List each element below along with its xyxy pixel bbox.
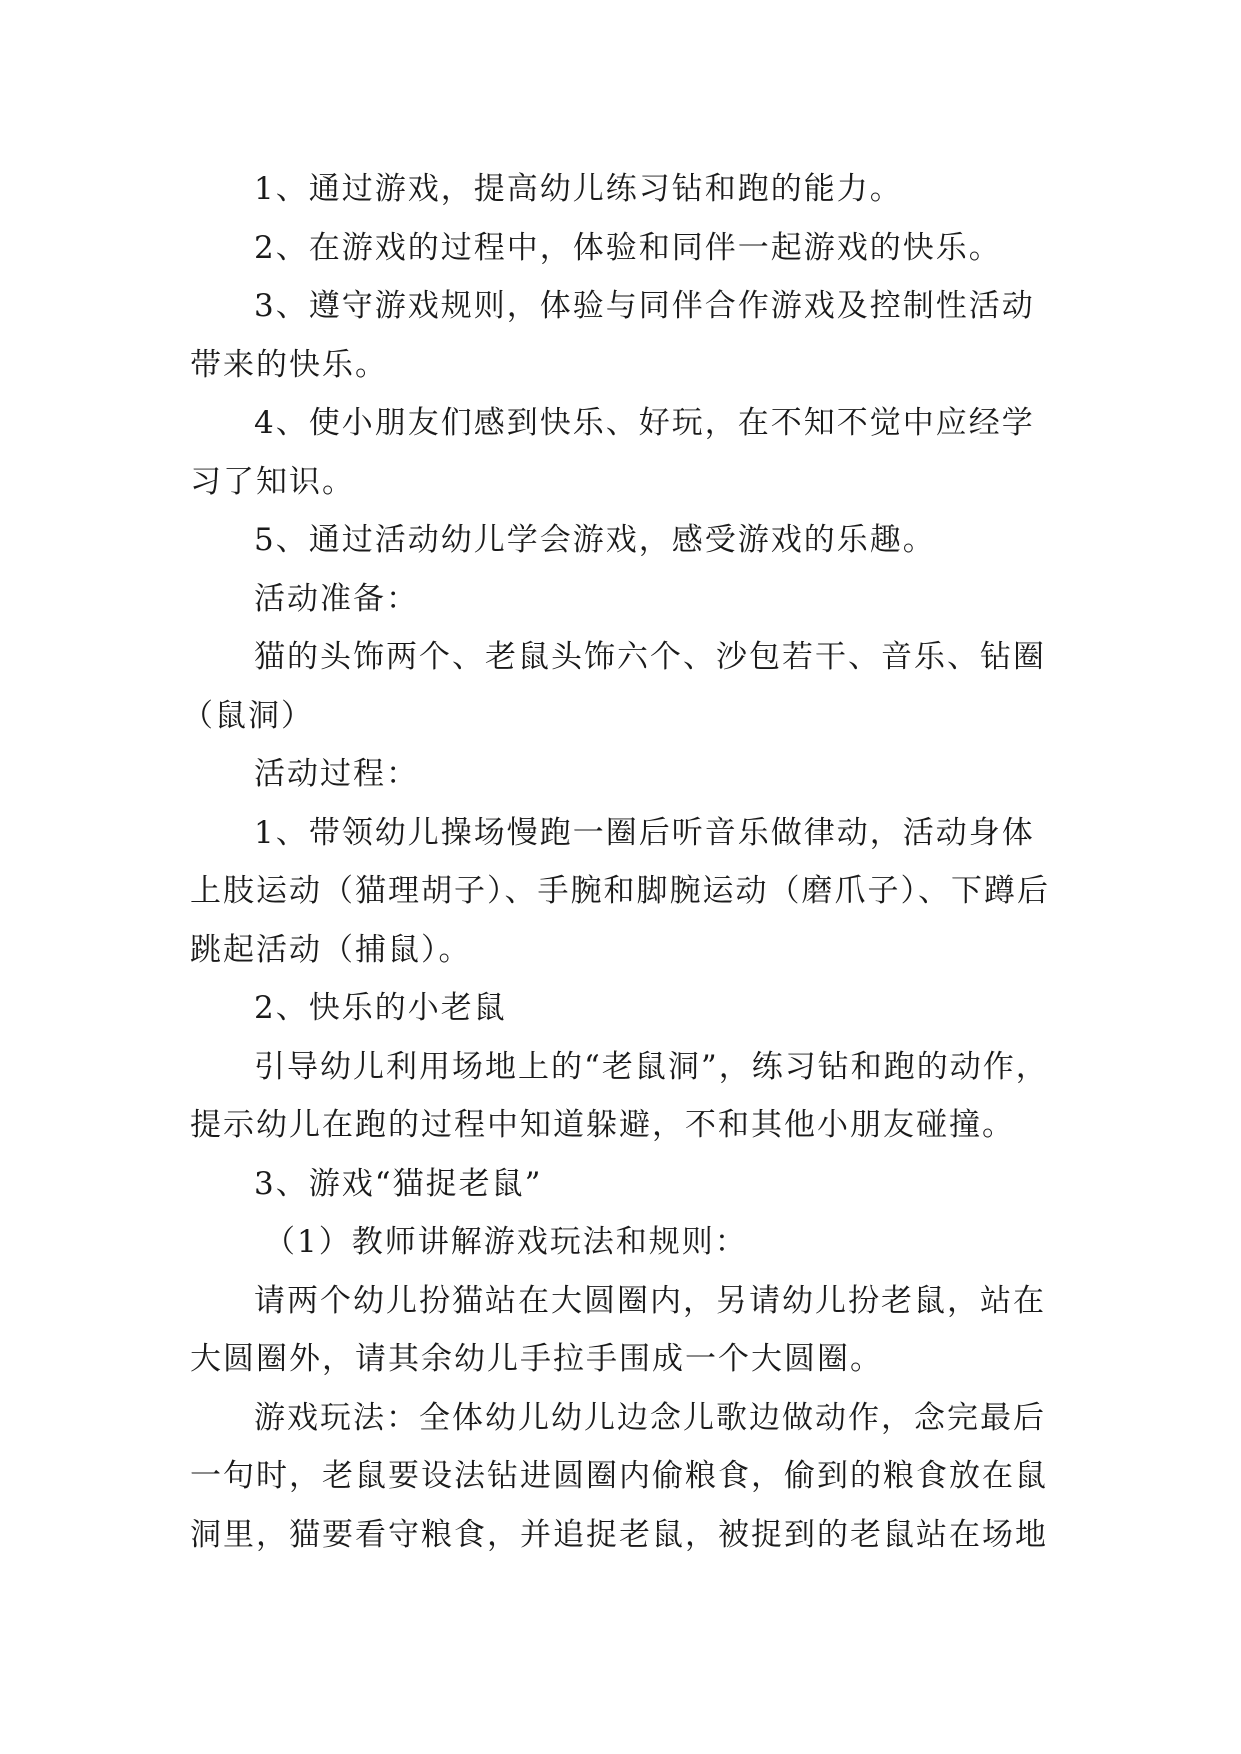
preparation-line-1: 猫的头饰两个、老鼠头饰六个、沙包若干、音乐、钻圈: [254, 639, 1046, 675]
process-step-2-line-2: 提示幼儿在跑的过程中知道躲避，不和其他小朋友碰撞。: [190, 1107, 1015, 1143]
section-heading-preparation: 活动准备：: [254, 580, 419, 617]
gameplay-line-2: 一句时，老鼠要设法钻进圆圈内偷粮食，偷到的粮食放在鼠: [190, 1458, 1048, 1494]
section-heading-process: 活动过程：: [254, 756, 419, 792]
preparation-line-2: （鼠洞）: [182, 697, 314, 734]
gameplay-line-1: 游戏玩法：全体幼儿幼儿边念儿歌边做动作，念完最后: [254, 1399, 1046, 1436]
process-step-3-heading: 3、游戏“猫捉老鼠”: [254, 1165, 543, 1202]
process-step-2-heading: 2、快乐的小老鼠: [254, 990, 507, 1026]
objective-3-line-2: 带来的快乐。: [190, 346, 388, 383]
rules-line-2: 大圆圈外，请其余幼儿手拉手围成一个大圆圈。: [190, 1341, 883, 1377]
document-body: [182, 160, 1070, 1564]
objective-5: 5、通过活动幼儿学会游戏，感受游戏的乐趣。: [254, 522, 936, 558]
objective-3-line-1: 3、遵守游戏规则，体验与同伴合作游戏及控制性活动: [254, 288, 1035, 324]
process-step-1-line-1: 1、带领幼儿操场慢跑一圈后听音乐做律动，活动身体: [254, 814, 1035, 851]
objective-4-line-2: 习了知识。: [190, 463, 355, 500]
process-step-3-sub-1: （1）教师讲解游戏玩法和规则：: [264, 1224, 748, 1260]
objective-2: 2、在游戏的过程中，体验和同伴一起游戏的快乐。: [254, 229, 1002, 266]
process-step-2-line-1: 引导幼儿利用场地上的“老鼠洞”，练习钻和跑的动作，: [254, 1048, 1049, 1085]
gameplay-line-3: 洞里，猫要看守粮食，并追捉老鼠，被捉到的老鼠站在场地: [190, 1516, 1048, 1553]
rules-line-1: 请两个幼儿扮猫站在大圆圈内，另请幼儿扮老鼠，站在: [254, 1282, 1046, 1319]
objective-1: 1、通过游戏，提高幼儿练习钻和跑的能力。: [254, 171, 903, 207]
objective-4-line-1: 4、使小朋友们感到快乐、好玩，在不知不觉中应经学: [254, 405, 1035, 441]
process-step-1-line-3: 跳起活动（捕鼠）。: [190, 931, 472, 968]
process-step-1-line-2: 上肢运动（猫理胡子）、手腕和脚腕运动（磨爪子）、下蹲后: [190, 873, 1050, 909]
